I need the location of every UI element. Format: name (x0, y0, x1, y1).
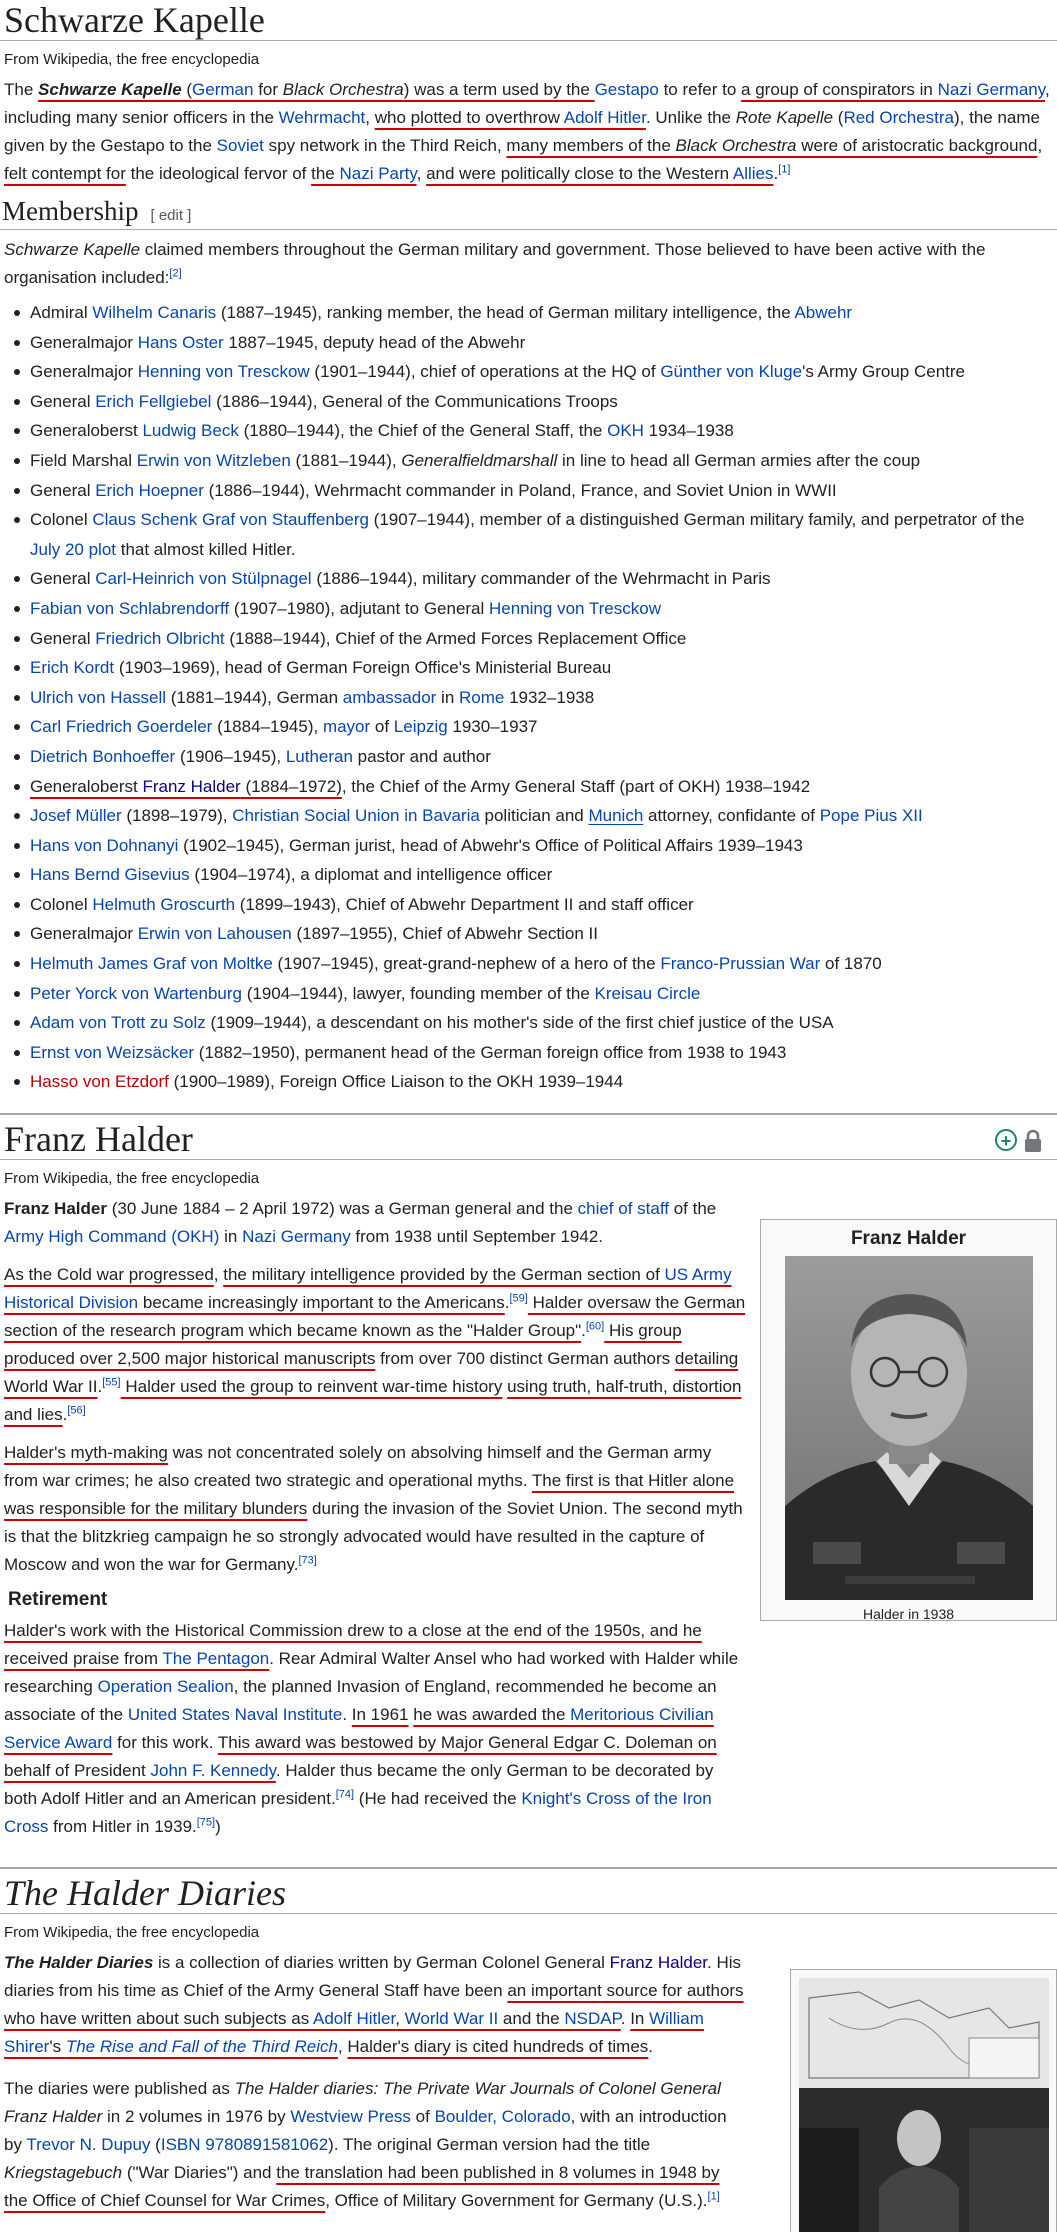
link-okh[interactable]: Army High Command (OKH) (4, 1227, 220, 1246)
member-link-tertiary[interactable]: Leipzig (393, 717, 448, 737)
article-schwarze-kapelle (0, 0, 1057, 1114)
member-link-secondary[interactable]: July 20 plot (30, 539, 116, 559)
article-franz-halder (0, 1114, 1057, 1868)
list-item: Hans von Dohnanyi (1902–1945), German jurist, head of Abwehr's Office of Political Affairs 1939–1943 (30, 831, 1057, 861)
member-link[interactable]: Erwin von Witzleben (136, 450, 291, 470)
link-wehrmacht[interactable]: Wehrmacht (278, 108, 366, 127)
link-westview-press[interactable]: Westview Press (290, 2107, 411, 2126)
member-link[interactable]: Erich Kordt (30, 658, 115, 678)
link-isbn[interactable]: ISBN 9780891581062 (160, 2135, 329, 2154)
list-item: Hans Bernd Gisevius (1904–1974), a diplomat and intelligence officer (30, 860, 1057, 890)
member-link-secondary[interactable]: Christian Social Union in Bavaria (232, 806, 480, 826)
link-operation-sealion[interactable]: Operation Sealion (97, 1677, 234, 1696)
member-link[interactable]: Carl-Heinrich von Stülpnagel (95, 569, 312, 589)
list-item: Ernst von Weizsäcker (1882–1950), permanent head of the German foreign office from 1938 to 1943 (30, 1038, 1057, 1068)
tagline: From Wikipedia, the free encyclopedia (4, 1924, 260, 1941)
link-soviet[interactable]: Soviet (216, 136, 264, 155)
ref-75[interactable]: [75] (196, 1816, 216, 1829)
member-link[interactable]: Wilhelm Canaris (92, 303, 217, 322)
list-item: Josef Müller (1898–1979), Christian Social Union in Bavaria politician and Munich attorney, confidante of Pope Pius XII (30, 801, 1057, 831)
list-item: Colonel Helmuth Groscurth (1899–1943), Chief of Abwehr Department II and staff officer (30, 890, 1057, 920)
portrait-photo (785, 1256, 1033, 1600)
section-heading-membership: Membership [ edit ] (0, 192, 1057, 230)
link-franz-halder[interactable]: Franz Halder (609, 1953, 707, 1972)
member-link[interactable]: Henning von Tresckow (137, 362, 310, 382)
member-link-secondary[interactable]: Kreisau Circle (594, 983, 701, 1003)
infobox-title: Franz Halder (850, 1228, 967, 1249)
member-link[interactable]: Hans Bernd Gisevius (30, 865, 190, 885)
link-german[interactable]: German (192, 80, 254, 99)
member-link[interactable]: Hans von Dohnanyi (30, 835, 179, 855)
list-item: Generaloberst Ludwig Beck (1880–1944), the Chief of the General Staff, the OKH 1934–1938 (30, 416, 1057, 446)
lock-icon[interactable] (1023, 1129, 1043, 1153)
member-link[interactable]: Carl Friedrich Goerdeler (30, 717, 213, 737)
paragraph-retirement: Halder's work with the Historical Commission drew to a close at the end of the 1950s, and he received praise from The Pentagon. Rear Admiral Walter Ansel who had worked with Halder while researching Operation Sealion, the planned Invasion of England, recommended he become an associate of the United States Naval Institute. In 1961 he was awarded the Meritorious Civilian Service Award for this work. This award was bestowed by Major General Edgar C. Doleman on behalf of President John F. Kennedy. Halder thus became the only German to be decorated by both Adolf Hitler and an American president.[74] (He had received the Knight's Cross of the Iron Cross from Hitler in 1939.[75]) (4, 1621, 739, 1836)
list-item: Generalmajor Hans Oster 1887–1945, deputy head of the Abwehr (30, 328, 1057, 358)
list-item: Admiral Wilhelm Canaris (1887–1945), ranking member, the head of German military intelligence, the Abwehr (30, 298, 1057, 328)
member-link-secondary[interactable]: Henning von Tresckow (489, 598, 661, 618)
term-schwarze-kapelle: Schwarze Kapelle (38, 80, 182, 99)
member-link[interactable]: Ernst von Weizsäcker (30, 1042, 195, 1062)
member-link[interactable]: Helmuth James Graf von Moltke (30, 954, 273, 974)
member-link-secondary[interactable]: mayor (322, 717, 371, 737)
page-title: Schwarze Kapelle (0, 0, 1057, 41)
article-body (0, 1195, 752, 1841)
list-item: Erich Kordt (1903–1969), head of German Foreign Office's Ministerial Bureau (30, 653, 1057, 683)
ref-1[interactable]: [1] (778, 163, 791, 176)
lead-paragraph: Franz Halder (30 June 1884 – 2 April 1972) was a German general and the chief of staff of the Army High Command (OKH) in Nazi Germany from 1938 until September 1942. (4, 1199, 717, 1246)
ref-55[interactable]: [55] (102, 1376, 121, 1389)
member-link-secondary[interactable]: Lutheran (285, 746, 353, 766)
member-link[interactable]: Friedrich Olbricht (95, 628, 225, 648)
member-link[interactable]: Hans Oster (137, 332, 224, 352)
link-the-pentagon[interactable]: The Pentagon (162, 1649, 270, 1668)
member-link[interactable]: Erich Fellgiebel (95, 391, 212, 411)
ref-1[interactable]: [1] (707, 2190, 720, 2203)
link-us-army-historical-division[interactable]: US Army Historical Division (4, 1265, 732, 1312)
link-knights-cross[interactable]: Knight's Cross of the Iron Cross (4, 1789, 712, 1836)
paragraph-myth-making: Halder's myth-making was not concentrated solely on absolving himself and the German army from war crimes; he also created two strategic and operational myths. The first is that Hitler alone was responsible for the military blunders during the invasion of the Soviet Union. The second myth is that the blitzkrieg campaign he so strongly advocated would have resulted in the capture of Moscow and won the war for Germany.[73] (4, 1443, 743, 1574)
member-link[interactable]: Ulrich von Hassell (30, 687, 167, 707)
paragraph-cold-war: As the Cold war progressed, the military intelligence provided by the German section of US Army Historical Division became increasingly important to the Americans.[59] Halder oversaw the German section of the research program which became known as the "Halder Group".[60] His group produced over 2,500 major historical manuscripts from over 700 distinct German authors detailing World War II.[55] Halder used the group to reinvent war-time history using truth, half-truth, distortion and lies.[56] (4, 1265, 746, 1424)
list-item: Ulrich von Hassell (1881–1944), German ambassador in Rome 1932–1938 (30, 683, 1057, 713)
page-title: Franz Halder (0, 1115, 1057, 1160)
infobox (760, 1219, 1057, 1621)
member-link[interactable]: Ludwig Beck (142, 421, 239, 441)
link-nazi-party[interactable]: Nazi Party (339, 164, 417, 183)
diary-photo (799, 1978, 1049, 2232)
edit-link[interactable]: [ edit ] (150, 207, 192, 224)
member-link[interactable]: Fabian von Schlabrendorff (30, 598, 230, 618)
list-item: Generaloberst Franz Halder (1884–1972), the Chief of the Army General Staff (part of OKH) 1938–1942 (30, 772, 1057, 802)
section-heading-retirement: Retirement (8, 1589, 108, 1610)
article-body (0, 1949, 748, 2215)
list-item: Field Marshal Erwin von Witzleben (1881–1944), Generalfieldmarshall in line to head all German armies after the coup (30, 446, 1057, 476)
member-list (0, 298, 1057, 1097)
ref-73[interactable]: [73] (298, 1554, 317, 1567)
list-item: Dietrich Bonhoeffer (1906–1945), Lutheran pastor and author (30, 742, 1057, 772)
list-item: Helmuth James Graf von Moltke (1907–1945), great-grand-nephew of a hero of the Franco-Prussian War of 1870 (30, 949, 1057, 979)
list-item: General Carl-Heinrich von Stülpnagel (1886–1944), military commander of the Wehrmacht in Paris (30, 564, 1057, 594)
link-meritorious-civilian-service-award[interactable]: Meritorious Civilian Service Award (4, 1705, 714, 1752)
link-adolf-hitler[interactable]: Adolf Hitler (563, 108, 646, 127)
article-halder-diaries (0, 1868, 1057, 2232)
link-adolf-hitler[interactable]: Adolf Hitler (313, 2009, 396, 2028)
add-icon[interactable]: + (995, 1129, 1017, 1151)
member-link[interactable]: Dietrich Bonhoeffer (30, 746, 176, 766)
member-link[interactable]: Erwin von Lahousen (137, 924, 292, 944)
tagline: From Wikipedia, the free encyclopedia (4, 1170, 260, 1187)
link-nsdap[interactable]: NSDAP (564, 2009, 621, 2028)
member-link[interactable]: Hasso von Etzdorf (30, 1072, 169, 1092)
infobox-caption: Halder in 1938 (862, 1606, 955, 1622)
link-nazi-germany[interactable]: Nazi Germany (242, 1227, 351, 1246)
link-chief-of-staff[interactable]: chief of staff (577, 1199, 669, 1218)
member-link[interactable]: Helmuth Groscurth (92, 894, 236, 914)
list-item: Adam von Trott zu Solz (1909–1944), a descendant on his mother's side of the first chief justice of the USA (30, 1008, 1057, 1038)
list-item: Hasso von Etzdorf (1900–1989), Foreign Office Liaison to the OKH 1939–1944 (30, 1067, 1057, 1097)
page-tools (995, 1129, 1043, 1153)
member-link-secondary[interactable]: OKH (607, 421, 644, 441)
member-link-secondary[interactable]: Franco-Prussian War (660, 954, 821, 974)
ref-60[interactable]: [60] (585, 1320, 605, 1333)
member-link-secondary[interactable]: ambassador (342, 687, 437, 707)
link-naval-institute[interactable]: United States Naval Institute (127, 1705, 343, 1724)
link-trevor-dupuy[interactable]: Trevor N. Dupuy (26, 2135, 151, 2154)
member-link[interactable]: Peter Yorck von Wartenburg (30, 983, 242, 1003)
link-gestapo[interactable]: Gestapo (594, 80, 659, 99)
link-rise-and-fall[interactable]: The Rise and Fall of the Third Reich (65, 2037, 338, 2056)
member-link-tertiary[interactable]: Munich (588, 806, 644, 826)
list-item: General Friedrich Olbricht (1888–1944), Chief of the Armed Forces Replacement Office (30, 624, 1057, 654)
paragraph-intro: The Halder Diaries is a collection of diaries written by German Colonel General Franz Halder. His diaries from his time as Chief of the Army General Staff have been an important source for authors who have written about such subjects as Adolf Hitler, World War II and the NSDAP. In William Shirer's The Rise and Fall of the Third Reich, Halder's diary is cited hundreds of times. (4, 1953, 744, 2056)
link-world-war-ii[interactable]: World War II (404, 2009, 499, 2028)
paragraph-publication: The diaries were published as The Halder diaries: The Private War Journals of Colonel General Franz Halder in 2 volumes in 1976 by Westview Press of Boulder, Colorado, with an introduction by Trevor N. Dupuy (ISBN 9780891581062). The original German version had the title Kriegstagebuch ("War Diaries") and the translation had been published in 8 volumes in 1948 by the Office of Chief Counsel for War Crimes, Office of Military Government for Germany (U.S.).[1] (4, 2079, 727, 2210)
list-item: Colonel Claus Schenk Graf von Stauffenberg (1907–1944), member of a distinguished German military family, and perpetrator of the July 20 plot that almost killed Hitler. (30, 505, 1057, 564)
member-link[interactable]: Franz Halder (142, 776, 241, 796)
membership-lead: Schwarze Kapelle claimed members throughout the German military and government. Those believed to have been active with the organisation included:[2] (4, 240, 986, 287)
page-title: The Halder Diaries (0, 1869, 1057, 1914)
link-william-shirer[interactable]: William Shirer (4, 2009, 704, 2056)
member-link-tertiary[interactable]: Rome (459, 687, 505, 707)
list-item: General Erich Fellgiebel (1886–1944), General of the Communications Troops (30, 387, 1057, 417)
member-link[interactable]: Josef Müller (30, 806, 122, 826)
ref-59[interactable]: [59] (509, 1292, 528, 1305)
list-item: Generalmajor Henning von Tresckow (1901–1944), chief of operations at the HQ of Günther von Kluge's Army Group Centre (30, 357, 1057, 387)
list-item: Peter Yorck von Wartenburg (1904–1944), lawyer, founding member of the Kreisau Circle (30, 979, 1057, 1009)
member-link[interactable]: Erich Hoepner (95, 480, 204, 500)
list-item: Generalmajor Erwin von Lahousen (1897–1955), Chief of Abwehr Section II (30, 919, 1057, 949)
link-boulder-colorado[interactable]: Boulder, Colorado (434, 2107, 571, 2126)
member-link[interactable]: Claus Schenk Graf von Stauffenberg (92, 510, 369, 530)
list-item: General Erich Hoepner (1886–1944), Wehrmacht commander in Poland, France, and Soviet Union in WWII (30, 476, 1057, 506)
link-red-orchestra[interactable]: Red Orchestra (843, 108, 954, 127)
link-nazi-germany[interactable]: Nazi Germany (937, 80, 1045, 99)
link-john-f-kennedy[interactable]: John F. Kennedy (150, 1761, 276, 1780)
member-link-secondary[interactable]: Abwehr (794, 303, 853, 322)
member-link-quaternary[interactable]: Pope Pius XII (819, 806, 923, 826)
intro-paragraph: The Schwarze Kapelle (German for Black Orchestra) was a term used by the Gestapo to refer to a group of conspirators in Nazi Germany, including many senior officers in the Wehrmacht, who plotted to overthrow Adolf Hitler. Unlike the Rote Kapelle (Red Orchestra), the name given by the Gestapo to the Soviet spy network in the Third Reich, many members of the Black Orchestra were of aristocratic background, felt contempt for the ideological fervor of the Nazi Party, and were politically close to the Western Allies.[1] (4, 80, 1050, 183)
list-item: Fabian von Schlabrendorff (1907–1980), adjutant to General Henning von Tresckow (30, 594, 1057, 624)
ref-74[interactable]: [74] (335, 1788, 355, 1801)
member-link-secondary[interactable]: Günther von Kluge (660, 362, 803, 382)
tagline: From Wikipedia, the free encyclopedia (4, 51, 260, 68)
member-link[interactable]: Adam von Trott zu Solz (30, 1013, 206, 1033)
link-allies[interactable]: Allies (732, 164, 774, 183)
ref-56[interactable]: [56] (67, 1404, 86, 1417)
infobox-image (790, 1969, 1057, 2232)
list-item: Carl Friedrich Goerdeler (1884–1945), mayor of Leipzig 1930–1937 (30, 712, 1057, 742)
ref-2[interactable]: [2] (169, 267, 182, 280)
